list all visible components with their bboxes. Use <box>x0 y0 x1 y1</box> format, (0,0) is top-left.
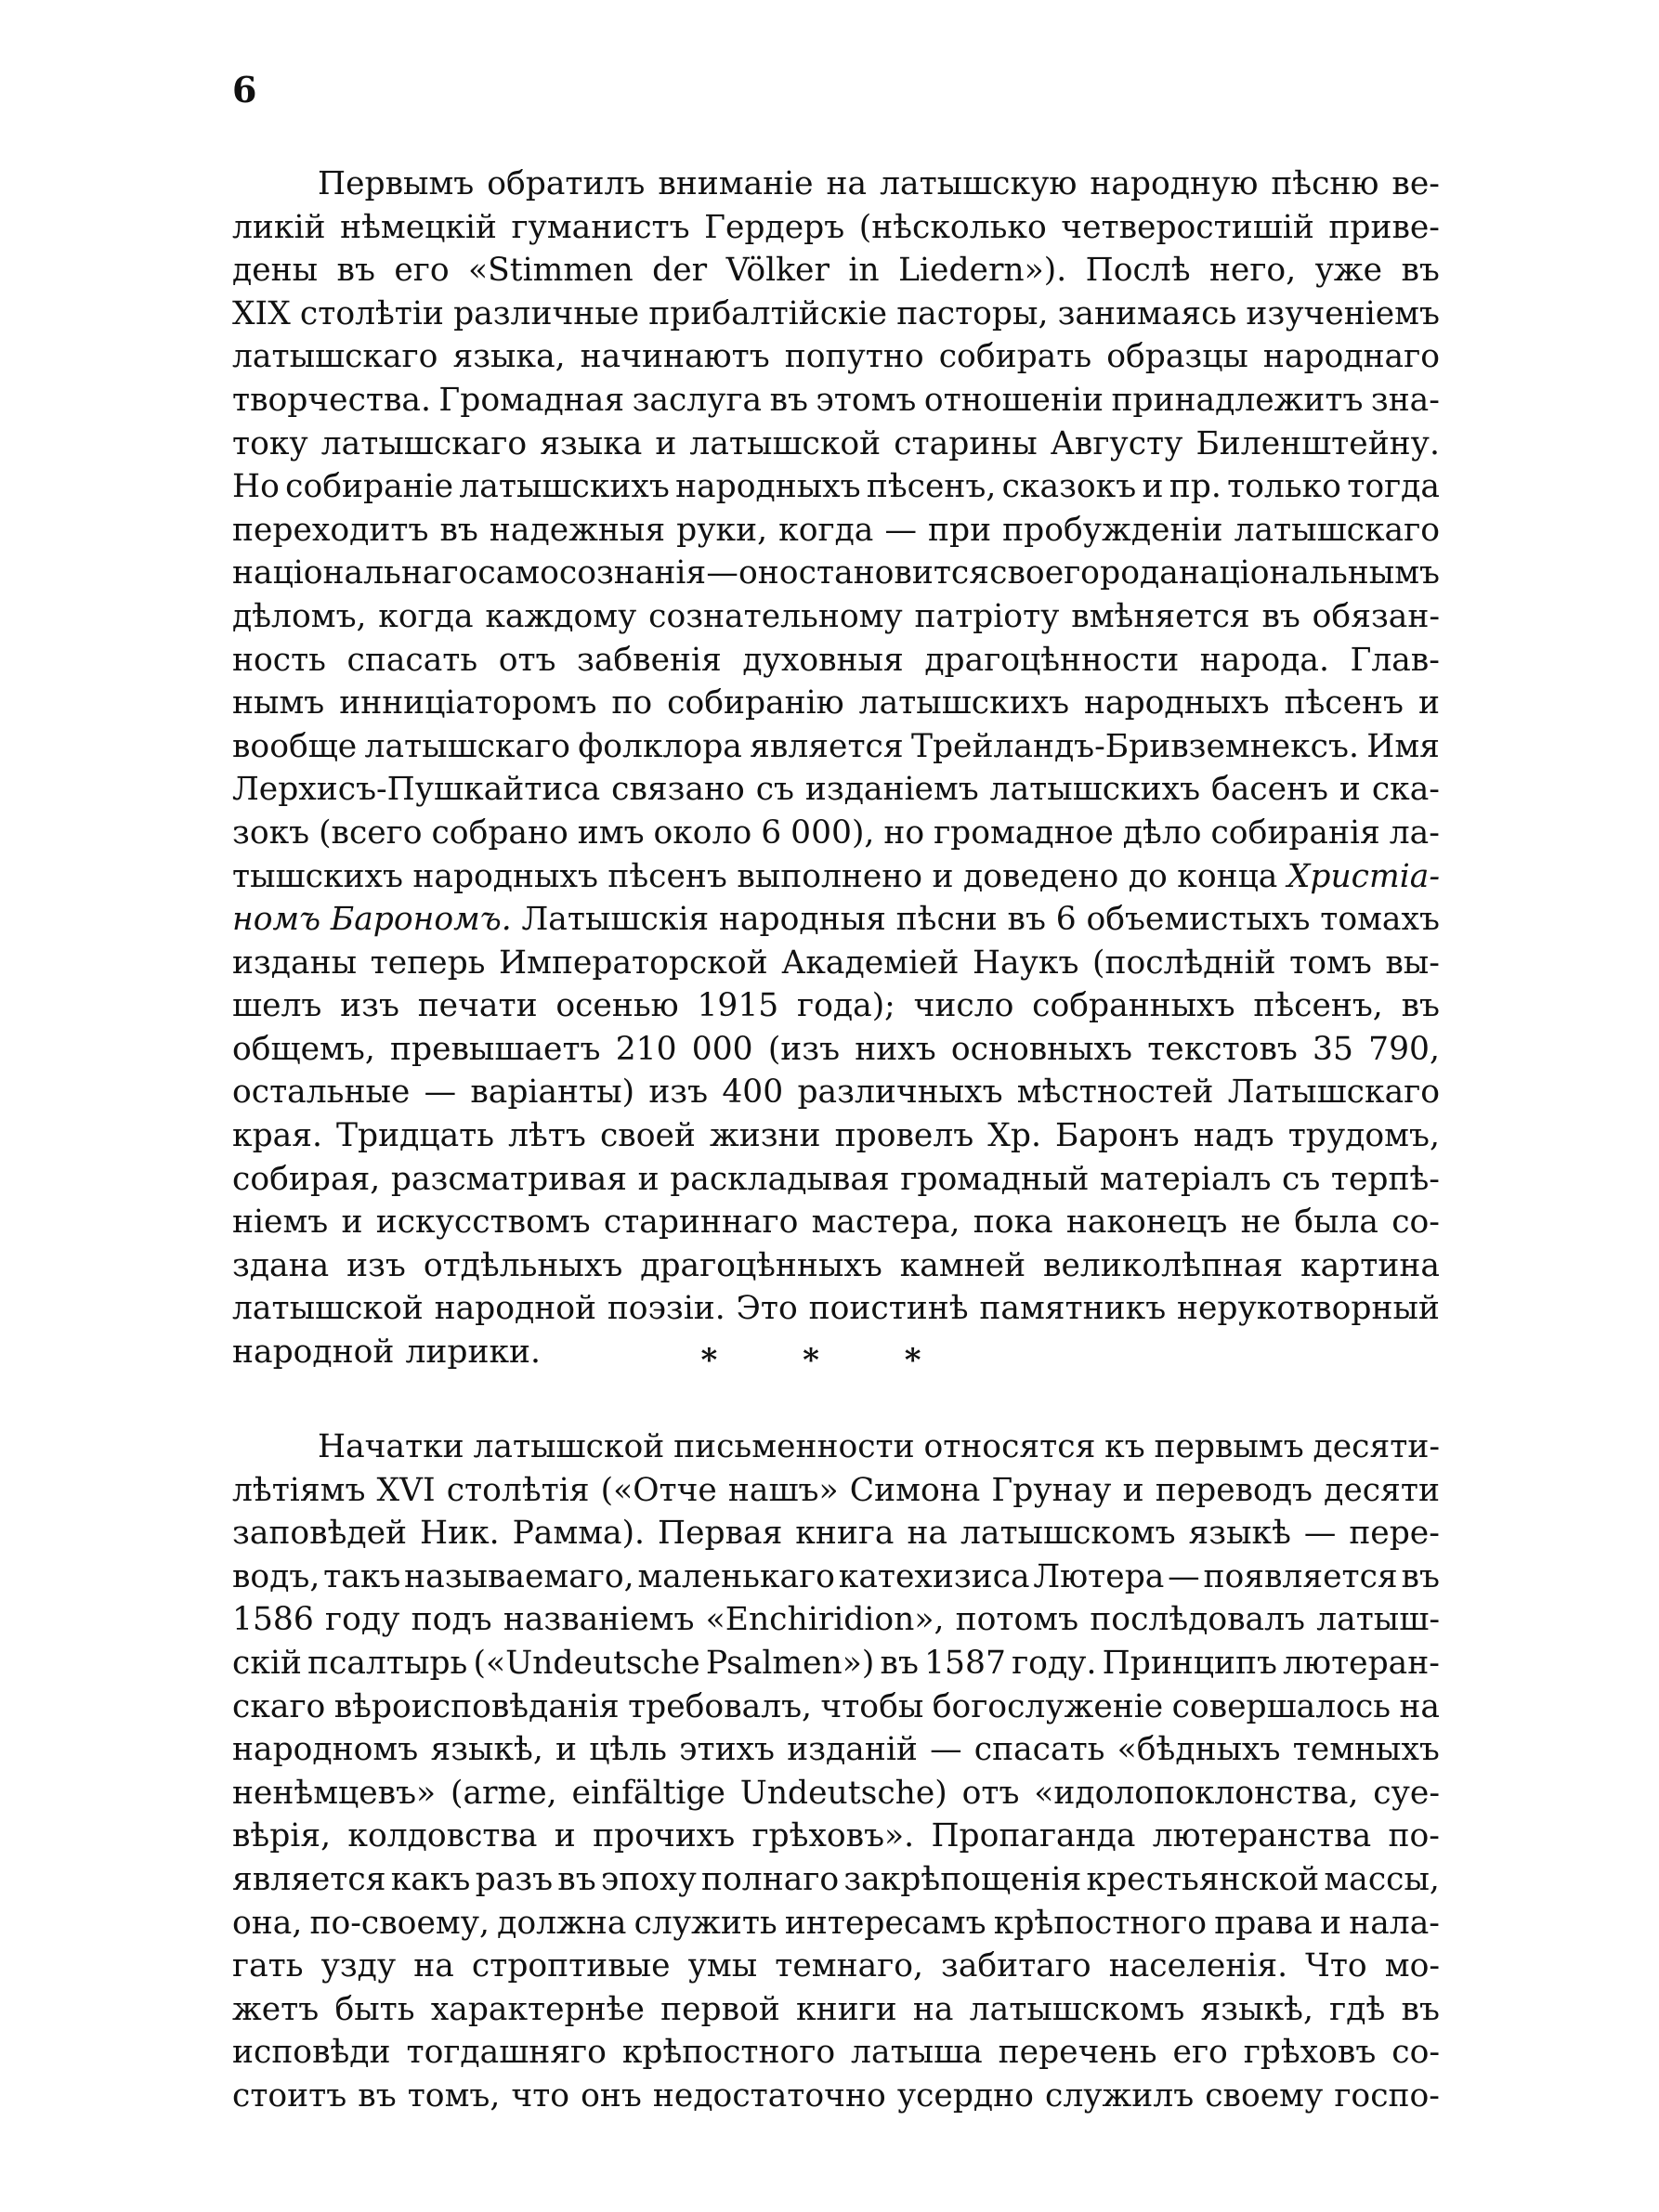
text-line: заповѣдей Ник. Рамма). Первая книга на латышскомъ языкѣ — пере- <box>232 1515 1440 1553</box>
text-line: собирая, разсматривая и раскладывая громадный матеріалъ съ терпѣ- <box>232 1160 1440 1198</box>
text-line: Первымъ обратилъ вниманіе на латышскую народную пѣсню ве- <box>318 165 1440 202</box>
text-line: народной лирики. <box>232 1334 541 1372</box>
text-line: изданы теперь Императорской Академіей Наукъ (послѣдній томъ вы- <box>232 943 1440 982</box>
text-line: номъ Барономъ. Латышскія народныя пѣсни въ 6 объемистыхъ томахъ <box>232 901 1440 939</box>
paragraph-1 <box>232 163 1440 1374</box>
text-line: шелъ изъ печати осенью 1915 года); число собранныхъ пѣсенъ, въ <box>232 987 1440 1025</box>
text-line: ликій нѣмецкій гуманистъ Гердеръ (нѣсколько четверостишій приве- <box>232 208 1440 246</box>
text-line: края. Тридцать лѣтъ своей жизни провелъ Хр. Баронъ надъ трудомъ, <box>232 1117 1440 1155</box>
text-line: вообще латышскаго фолклора является Трейландъ-Бривземнексъ. Имя <box>232 727 1440 765</box>
text-line: жетъ быть характернѣе первой книги на латышскомъ языкѣ, гдѣ въ <box>232 1990 1440 2028</box>
text-line: тышскихъ народныхъ пѣсенъ выполнено и доведено до конца Христіа- <box>232 857 1440 895</box>
text-line: водъ, такъ называемаго, маленькаго катехизиса Лютера — появляется въ <box>232 1557 1440 1595</box>
text-line: гать узду на строптивые умы темнаго, забитаго населенія. Что мо- <box>232 1947 1440 1985</box>
text-line: дѣломъ, когда каждому сознательному патріоту вмѣняется въ обязан- <box>232 597 1440 635</box>
text-line: латышской народной поэзіи. Это поистинѣ памятникъ нерукотворный <box>232 1290 1440 1328</box>
text-line: дены въ его «Stimmen der Völker in Liedern»). Послѣ него, уже въ <box>232 252 1440 290</box>
text-line: стоитъ въ томъ, что онъ недостаточно усердно служилъ своему госпо- <box>232 2076 1440 2114</box>
text-line: она, по-своему, должна служить интересамъ крѣпостного права и нала- <box>232 1904 1440 1942</box>
text-line: 1586 году подъ названіемъ «Enchiridion», потомъ послѣдовалъ латыш- <box>232 1601 1440 1639</box>
text-line: творчества. Громадная заслуга въ этомъ отношеніи принадлежитъ зна- <box>232 381 1440 419</box>
text-line: ность спасать отъ забвенія духовныя драгоцѣнности народа. Глав- <box>232 641 1440 679</box>
text-line: является какъ разъ въ эпоху полнаго закрѣпощенія крестьянской массы, <box>232 1860 1440 1898</box>
text-line: національнаго самосознанія — оно становится своего рода національнымъ <box>232 554 1440 592</box>
text-line: здана изъ отдѣльныхъ драгоцѣнныхъ камней великолѣпная картина <box>232 1246 1440 1284</box>
text-line: Начатки латышской письменности относятся къ первымъ десяти- <box>318 1428 1440 1465</box>
text-line: общемъ, превышаетъ 210 000 (изъ нихъ основныхъ текстовъ 35 790, <box>232 1030 1440 1068</box>
text-line: переходитъ въ надежныя руки, когда — при пробужденіи латышскаго <box>232 511 1440 549</box>
text-line: XIX столѣтіи различные прибалтійскіе пасторы, занимаясь изученіемъ <box>232 294 1440 332</box>
text-line: скаго вѣроисповѣданія требовалъ, чтобы богослуженіе совершалось на <box>232 1687 1440 1725</box>
text-line: нымъ инниціаторомъ по собиранію латышскихъ народныхъ пѣсенъ и <box>232 684 1440 722</box>
text-line: латышскаго языка, начинаютъ попутно собирать образцы народнаго <box>232 338 1440 376</box>
text-line: вѣрія, колдовства и прочихъ грѣховъ». Пропаганда лютеранства по- <box>232 1817 1440 1855</box>
text-line: Лерхисъ-Пушкайтиса связано съ изданіемъ латышскихъ басенъ и ска- <box>232 771 1440 809</box>
text-line: народномъ языкѣ, и цѣль этихъ изданій — спасать «бѣдныхъ темныхъ <box>232 1731 1440 1769</box>
section-separator: * * * <box>700 1342 959 1379</box>
text-line: ніемъ и искусствомъ стариннаго мастера, пока наконецъ не была со- <box>232 1204 1440 1242</box>
text-line: остальные — варіанты) изъ 400 различныхъ мѣстностей Латышскаго <box>232 1073 1440 1112</box>
text-line: Но собираніе латышскихъ народныхъ пѣсенъ, сказокъ и пр. только тогда <box>232 468 1440 506</box>
paragraph-2 <box>232 1425 1440 2118</box>
text-line: исповѣди тогдашняго крѣпостного латыша перечень его грѣховъ со- <box>232 2034 1440 2072</box>
text-line: току латышскаго языка и латышской старины Августу Биленштейну. <box>232 424 1440 462</box>
text-line: ненѣмцевъ» (arme, einfältige Undeutsche) отъ «идолопоклонства, суе- <box>232 1774 1440 1812</box>
page-number: 6 <box>232 69 257 111</box>
text-line: скій псалтырь («Undeutsche Psalmen») въ 1587 году. Принципъ лютеран- <box>232 1644 1440 1682</box>
text-line: лѣтіямъ XVI столѣтія («Отче нашъ» Симона Грунау и переводъ десяти <box>232 1471 1440 1509</box>
text-line: зокъ (всего собрано имъ около 6 000), но громадное дѣло собиранія ла- <box>232 813 1440 852</box>
